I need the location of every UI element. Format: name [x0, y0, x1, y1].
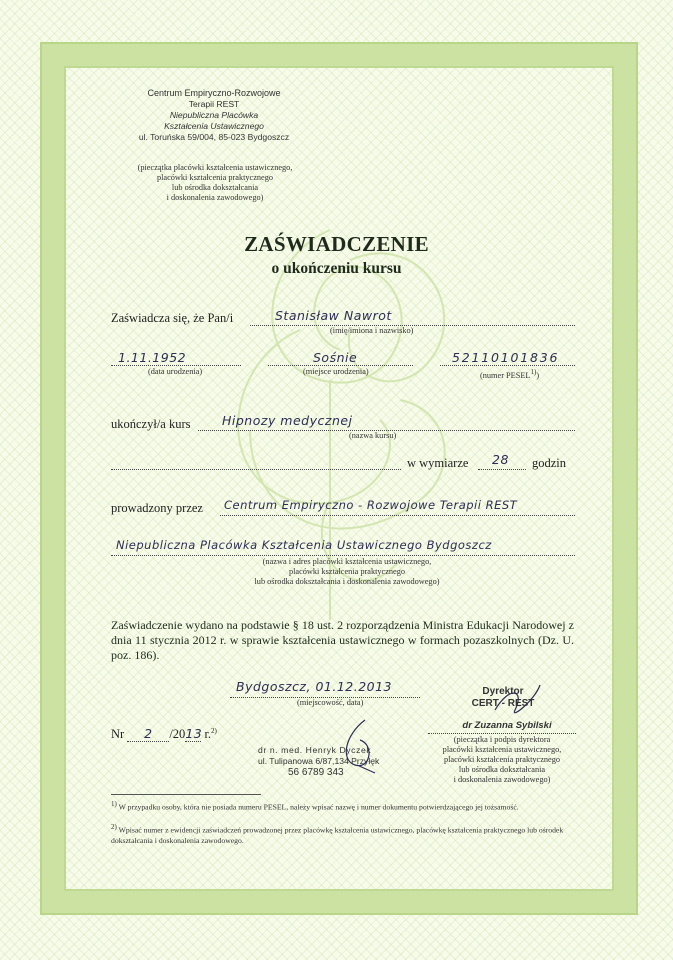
director-signature — [490, 680, 550, 725]
course-label: ukończył/a kurs — [111, 417, 191, 431]
stamp-line: ul. Toruńska 59/004, 85-023 Bydgoszcz — [138, 132, 290, 142]
doctor-address: ul. Tulipanowa 6/87,134 Przyłęk — [258, 756, 380, 766]
caption-line: placówki kształcenia praktycznego — [443, 755, 561, 764]
year-value: 13 — [185, 726, 203, 741]
director-caption — [432, 735, 572, 785]
hours-value: 28 — [492, 452, 509, 467]
director-name: dr Zuzanna Sybilski — [462, 720, 552, 731]
name-value: Stanisław Nawrot — [275, 308, 392, 323]
doctor-signature — [335, 715, 385, 775]
caption-line: placówki kształcenia ustawicznego, — [442, 745, 562, 754]
birth-place-value: Sośnie — [313, 350, 358, 365]
pesel-value: 52110101836 — [452, 350, 560, 365]
caption-line: lub ośrodka dokształcania i doskonalenia zawodowego) — [254, 577, 440, 586]
footnote-ref: 2) — [211, 726, 217, 735]
caption-line: lub ośrodka dokształcania — [171, 183, 259, 192]
organizer-dotted-line-2 — [111, 555, 575, 556]
hours-label: w wymiarze — [407, 456, 469, 470]
caption-line: (pieczątka i podpis dyrektora — [453, 735, 551, 744]
stamp-line: Niepubliczna Placówka — [169, 110, 259, 120]
stamp-line: Kształcenia Ustawicznego — [164, 121, 264, 131]
legal-basis-text: Zaświadczenie wydano na podstawie § 18 ust. 2 rozporządzenia Ministra Edukacji Narodowej z dnia 11 stycznia 2012 r. w sprawie kształcenia ustawicznego w formach pozaszkolnych (Dz. U. poz. 186). — [111, 618, 574, 662]
stamp-line: Centrum Empiryczno-Rozwojowe — [147, 88, 281, 98]
caption-line: i doskonalenia zawodowego) — [453, 775, 551, 784]
school-stamp — [116, 88, 312, 143]
course-continued-dotted-line — [111, 469, 401, 470]
director-dotted-line — [428, 733, 576, 734]
name-caption: (imię/imiona i nazwisko) — [330, 326, 414, 335]
place-date-caption: (miejscowość, data) — [297, 698, 364, 707]
caption-line: (pieczątka placówki kształcenia ustawicznego, — [137, 163, 293, 172]
year-suffix: r. — [201, 727, 212, 741]
director-title: Dyrektor — [482, 686, 524, 697]
footnote-2: 2) Wpisać numer z ewidencji zaświadczeń prowadzonej przez placówkę kształcenia ustawicznego, placówkę kształcenia praktycznego lub ośrodek dokształcania i doskonalenia zawodowego. — [111, 823, 564, 845]
name-label: Zaświadcza się, że Pan/i — [111, 311, 234, 325]
year-prefix: /20 — [169, 727, 186, 741]
footnote-1: 1) W przypadku osoby, która nie posiada numeru PESEL, należy wpisać nazwę i numer dokumentu potwierdzającego jej tożsamość. — [111, 800, 519, 812]
birth-date-dotted-line — [111, 365, 241, 366]
birth-date-caption: (data urodzenia) — [148, 367, 203, 376]
stamp-line: Terapii REST — [188, 99, 240, 109]
footnote-separator — [111, 794, 261, 795]
pesel-dotted-line — [440, 365, 575, 366]
course-value: Hipnozy medycznej — [222, 413, 353, 428]
caption-line: placówki kształcenia praktycznego — [288, 567, 406, 576]
number-value: 2 — [127, 726, 169, 742]
organizer-dotted-line — [220, 515, 575, 516]
certificate-number — [111, 726, 217, 742]
caption-line: i doskonalenia zawodowego) — [166, 193, 264, 202]
stamp-caption — [110, 163, 320, 203]
doctor-phone: 56 6789 343 — [288, 767, 344, 778]
number-label: Nr — [111, 727, 125, 741]
director-institution: CERT - REST — [471, 698, 535, 709]
document-title: ZAŚWIADCZENIE — [244, 232, 429, 256]
birth-place-caption: (miejsce urodzenia) — [303, 367, 369, 376]
organizer-value-line2: Niepubliczna Placówka Kształcenia Ustawicznego Bydgoszcz — [116, 538, 492, 552]
doctor-name: dr n. med. Henryk Dyczek — [258, 745, 372, 755]
caption-line: lub ośrodka dokształcania — [458, 765, 546, 774]
organizer-value-line1: Centrum Empiryczno - Rozwojowe Terapii REST — [224, 498, 518, 512]
caption-line: placówki kształcenia praktycznego — [156, 173, 274, 182]
pesel-caption: (numer PESEL$^{1)}$) — [480, 368, 540, 380]
organizer-label: prowadzony przez — [111, 501, 203, 515]
hours-unit: godzin — [532, 456, 567, 470]
hours-dotted-line — [478, 469, 526, 470]
course-caption: (nazwa kursu) — [349, 431, 397, 440]
birth-place-dotted-line — [268, 365, 413, 366]
document-subtitle: o ukończeniu kursu — [271, 260, 402, 277]
organizer-caption — [232, 557, 462, 587]
place-date-value: Bydgoszcz, 01.12.2013 — [236, 679, 393, 694]
birth-date-value: 1.11.1952 — [118, 350, 187, 365]
caption-line: (nazwa i adres placówki kształcenia ustawicznego, — [262, 557, 432, 566]
